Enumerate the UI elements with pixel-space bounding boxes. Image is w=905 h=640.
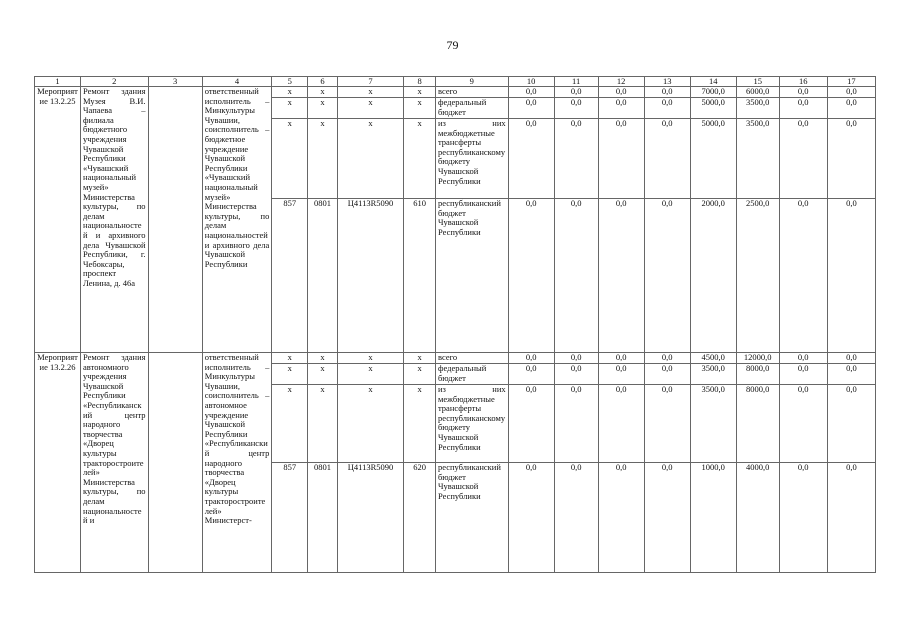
value-cell: 0,0: [644, 199, 690, 353]
value-cell: 5000,0: [690, 98, 736, 119]
code-cell: x: [337, 98, 404, 119]
code-cell: x: [308, 119, 338, 199]
source-cell: республиканский бюджет Чувашской Республики: [435, 463, 508, 573]
code-cell: x: [404, 353, 436, 364]
column-header: 1: [35, 77, 81, 87]
value-cell: 5000,0: [690, 119, 736, 199]
value-cell: 0,0: [644, 364, 690, 385]
column-header: 13: [644, 77, 690, 87]
code-cell: x: [404, 119, 436, 199]
column-header: 12: [598, 77, 644, 87]
source-cell: всего: [435, 353, 508, 364]
value-cell: 0,0: [508, 98, 554, 119]
code-cell: x: [272, 98, 308, 119]
value-cell: 0,0: [644, 463, 690, 573]
value-cell: 0,0: [827, 353, 875, 364]
value-cell: 0,0: [779, 463, 827, 573]
object-cell: Ремонт здания автономного учреждения Чувашской Республики «Республиканский центр народного творчества «Дворец культуры тракторостроителей» Министерства культуры, по делам национальностей и: [81, 353, 149, 573]
value-cell: 8000,0: [736, 364, 779, 385]
column-header: 5: [272, 77, 308, 87]
source-cell: федеральный бюджет: [435, 98, 508, 119]
code-cell: 857: [272, 463, 308, 573]
code-cell: 0801: [308, 199, 338, 353]
code-cell: x: [404, 98, 436, 119]
code-cell: x: [337, 119, 404, 199]
value-cell: 0,0: [598, 385, 644, 463]
code-cell: x: [308, 385, 338, 463]
code-cell: 610: [404, 199, 436, 353]
value-cell: 0,0: [644, 385, 690, 463]
value-cell: 0,0: [827, 119, 875, 199]
value-cell: 0,0: [779, 353, 827, 364]
code-cell: x: [337, 385, 404, 463]
code-cell: Ц4113R5090: [337, 463, 404, 573]
code-cell: x: [404, 87, 436, 98]
column-header: 6: [308, 77, 338, 87]
column-header: 17: [827, 77, 875, 87]
responsible-cell: ответственный исполнитель – Минкультуры Чувашии, соисполнитель – бюджетное учреждение Чувашской Республики «Чувашский национальный музей» Министерства культуры, по делам национальностей и архивного дела Чувашской Республики: [202, 87, 272, 353]
source-cell: из них межбюджетные трансферты республиканскому бюджету Чувашской Республики: [435, 119, 508, 199]
value-cell: 8000,0: [736, 385, 779, 463]
value-cell: 0,0: [508, 119, 554, 199]
value-cell: 0,0: [598, 98, 644, 119]
source-cell: из них межбюджетные трансферты республиканскому бюджету Чувашской Республики: [435, 385, 508, 463]
code-cell: x: [272, 364, 308, 385]
value-cell: 4000,0: [736, 463, 779, 573]
column-header: 9: [435, 77, 508, 87]
value-cell: 0,0: [554, 463, 598, 573]
value-cell: 7000,0: [690, 87, 736, 98]
value-cell: 2500,0: [736, 199, 779, 353]
source-cell: федеральный бюджет: [435, 364, 508, 385]
column-header: 15: [736, 77, 779, 87]
value-cell: 12000,0: [736, 353, 779, 364]
value-cell: 0,0: [508, 353, 554, 364]
value-cell: 0,0: [554, 364, 598, 385]
responsible-cell: ответственный исполнитель – Минкультуры Чувашии, соисполнитель – автономное учреждение Чувашской Республики «Республиканский центр народного творчества «Дворец культуры тракторостроителей» Министерст-: [202, 353, 272, 573]
value-cell: 0,0: [644, 353, 690, 364]
empty-cell: [148, 353, 202, 573]
value-cell: 0,0: [779, 119, 827, 199]
value-cell: 0,0: [779, 364, 827, 385]
value-cell: 0,0: [554, 353, 598, 364]
code-cell: x: [337, 364, 404, 385]
code-cell: x: [404, 385, 436, 463]
value-cell: 0,0: [644, 119, 690, 199]
code-cell: x: [272, 87, 308, 98]
code-cell: 0801: [308, 463, 338, 573]
column-header-row: [35, 77, 876, 87]
value-cell: 0,0: [598, 364, 644, 385]
value-cell: 0,0: [508, 463, 554, 573]
value-cell: 0,0: [779, 87, 827, 98]
value-cell: 0,0: [554, 98, 598, 119]
value-cell: 0,0: [554, 87, 598, 98]
code-cell: x: [308, 364, 338, 385]
page-number: 79: [446, 38, 459, 52]
value-cell: 0,0: [779, 385, 827, 463]
table-row: [35, 353, 876, 364]
value-cell: 0,0: [598, 199, 644, 353]
column-header: 8: [404, 77, 436, 87]
code-cell: 857: [272, 199, 308, 353]
value-cell: 0,0: [554, 199, 598, 353]
code-cell: x: [272, 385, 308, 463]
code-cell: x: [308, 87, 338, 98]
code-cell: x: [272, 119, 308, 199]
value-cell: 0,0: [508, 87, 554, 98]
value-cell: 0,0: [827, 463, 875, 573]
empty-cell: [148, 87, 202, 353]
table-row: [35, 87, 876, 98]
measure-cell: Мероприятие 13.2.26: [35, 353, 81, 573]
column-header: 7: [337, 77, 404, 87]
measure-cell: Мероприятие 13.2.25: [35, 87, 81, 353]
value-cell: 0,0: [827, 364, 875, 385]
code-cell: x: [272, 353, 308, 364]
column-header: 14: [690, 77, 736, 87]
column-header: 11: [554, 77, 598, 87]
value-cell: 2000,0: [690, 199, 736, 353]
column-header: 4: [202, 77, 272, 87]
value-cell: 0,0: [827, 87, 875, 98]
code-cell: x: [337, 353, 404, 364]
value-cell: 4500,0: [690, 353, 736, 364]
value-cell: 0,0: [554, 385, 598, 463]
value-cell: 0,0: [598, 463, 644, 573]
value-cell: 0,0: [554, 119, 598, 199]
value-cell: 3500,0: [736, 98, 779, 119]
value-cell: 0,0: [598, 119, 644, 199]
code-cell: 620: [404, 463, 436, 573]
object-cell: Ремонт здания Музея В.И. Чапаева – филиала бюджетного учреждения Чувашской Республики «Чувашский национальный музей» Министерства культуры, по делам национальностей и архивного дела Чувашской Республики, г. Чебоксары, проспект Ленина, д. 46а: [81, 87, 149, 353]
code-cell: x: [308, 353, 338, 364]
column-header: 16: [779, 77, 827, 87]
value-cell: 0,0: [779, 199, 827, 353]
value-cell: 3500,0: [736, 119, 779, 199]
source-cell: всего: [435, 87, 508, 98]
value-cell: 0,0: [779, 98, 827, 119]
value-cell: 0,0: [508, 385, 554, 463]
value-cell: 0,0: [508, 364, 554, 385]
code-cell: Ц4113R5090: [337, 199, 404, 353]
column-header: 10: [508, 77, 554, 87]
value-cell: 0,0: [827, 98, 875, 119]
value-cell: 0,0: [827, 385, 875, 463]
value-cell: 0,0: [598, 353, 644, 364]
code-cell: x: [337, 87, 404, 98]
source-cell: республиканский бюджет Чувашской Республики: [435, 199, 508, 353]
code-cell: x: [308, 98, 338, 119]
value-cell: 0,0: [508, 199, 554, 353]
value-cell: 0,0: [644, 98, 690, 119]
budget-table: [34, 76, 876, 573]
value-cell: 3500,0: [690, 364, 736, 385]
column-header: 3: [148, 77, 202, 87]
code-cell: x: [404, 364, 436, 385]
value-cell: 1000,0: [690, 463, 736, 573]
value-cell: 3500,0: [690, 385, 736, 463]
value-cell: 6000,0: [736, 87, 779, 98]
value-cell: 0,0: [598, 87, 644, 98]
value-cell: 0,0: [644, 87, 690, 98]
column-header: 2: [81, 77, 149, 87]
value-cell: 0,0: [827, 199, 875, 353]
